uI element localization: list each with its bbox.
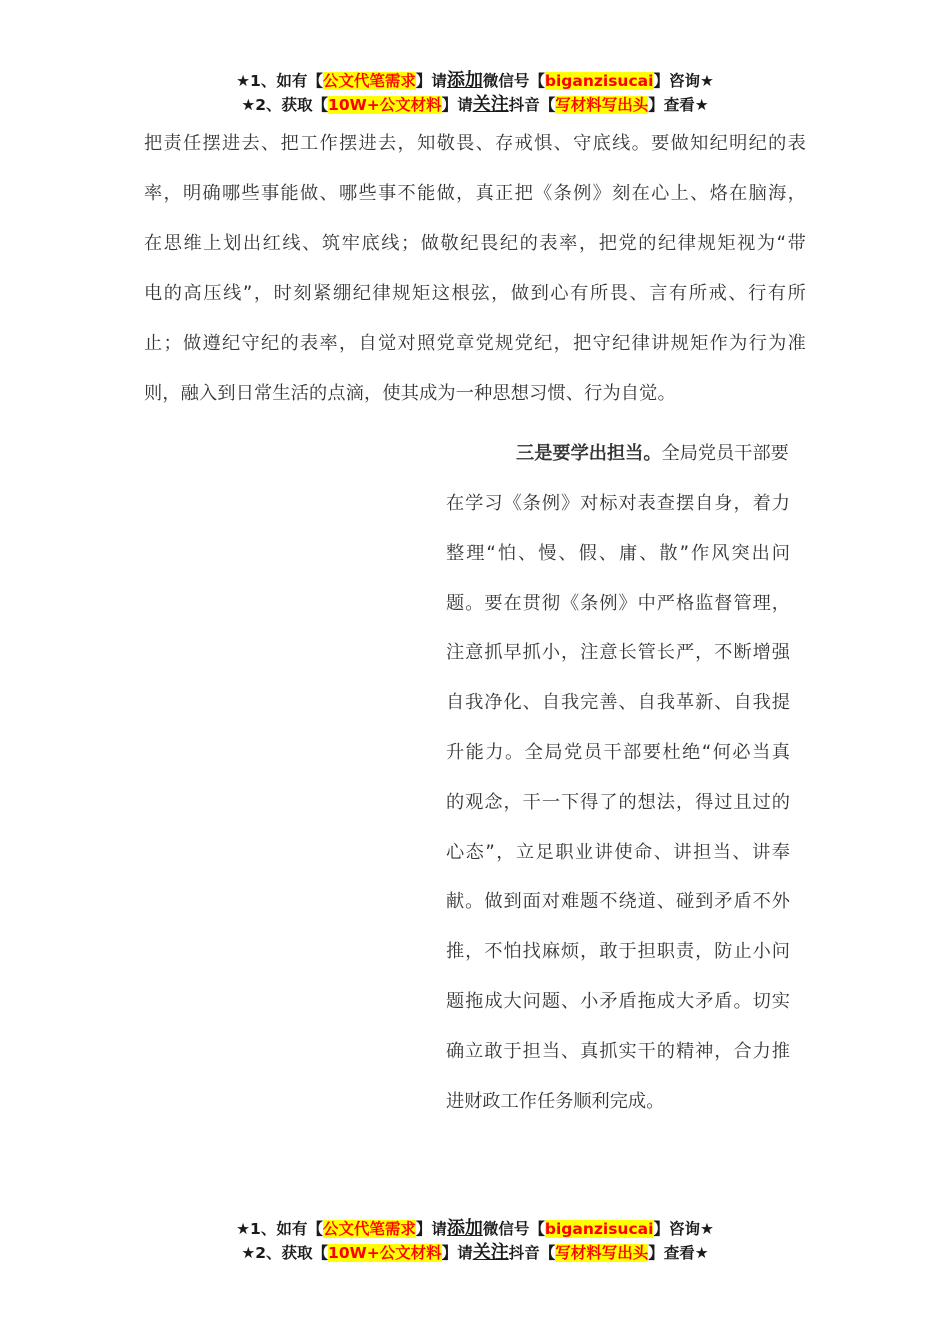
- banner-emphasis: 关注: [472, 94, 509, 115]
- banner-text: 微信号【: [482, 1220, 545, 1238]
- text-line: 全局党员干部要: [661, 443, 789, 464]
- banner-highlight: 写材料写出头: [555, 96, 649, 114]
- footer-banner: [0, 1217, 950, 1265]
- banner-highlight: 公文代笔需求: [322, 1220, 416, 1238]
- text-line: 题。要在贯彻《条例》中严格监督管理，: [446, 592, 790, 614]
- text-line: 则，融入到日常生活的点滴，使其成为一种思想习惯、行为自觉。: [144, 383, 676, 404]
- banner-emphasis: 添加: [446, 70, 483, 91]
- text-line: 整理“怕、慢、假、庸、散”作风突出问: [446, 542, 790, 564]
- banner-line-1: [0, 69, 950, 93]
- text-line: 的观念，干一下得了的想法，得过且过的: [446, 791, 790, 813]
- banner-emphasis: 添加: [446, 1218, 483, 1239]
- banner-text: ★1、如有【: [236, 1220, 323, 1238]
- text-line: 注意抓早抓小，注意长管长严，不断增强: [446, 642, 790, 664]
- banner-highlight: 写材料写出头: [555, 1244, 649, 1262]
- text-line: 自我净化、自我完善、自我革新、自我提: [446, 692, 790, 714]
- banner-text: 】请: [441, 1244, 473, 1262]
- paragraph-1: [144, 131, 806, 431]
- banner-text: 抖音【: [508, 1244, 556, 1262]
- paragraph-2: [446, 491, 790, 1138]
- section-heading-line: [516, 441, 806, 467]
- header-banner: [0, 69, 950, 117]
- text-line: 率，明确哪些事能做、哪些事不能做，真正把《条例》刻在心上、烙在脑海，: [144, 183, 806, 204]
- banner-text: 微信号【: [482, 72, 545, 90]
- text-line: 在学习《条例》对标对表查摆自身，着力: [446, 493, 790, 514]
- text-line: 确立敢于担当、真抓实干的精神，合力推: [446, 1040, 790, 1062]
- banner-text: ★2、获取【: [241, 1244, 329, 1262]
- text-line: 进财政工作任务顺利完成。: [446, 1090, 665, 1112]
- text-line: 题拖成大问题、小矛盾拖成大矛盾。切实: [446, 990, 790, 1012]
- banner-text: 】查看★: [648, 1244, 709, 1262]
- text-line: 止；做遵纪守纪的表率，自觉对照党章党规党纪，把守纪律讲规矩作为行为准: [144, 333, 806, 354]
- banner-line-2: [0, 1241, 950, 1265]
- banner-text: 】咨询★: [653, 1220, 714, 1238]
- banner-highlight: 10W+公文材料: [328, 1244, 442, 1262]
- banner-text: 】请: [441, 96, 473, 114]
- text-line: 献。做到面对难题不绕道、碰到矛盾不外: [446, 891, 790, 913]
- text-line: 在思维上划出红线、筑牢底线；做敬纪畏纪的表率，把党的纪律规矩视为“带: [144, 233, 806, 254]
- banner-line-2: [0, 93, 950, 117]
- banner-highlight: 公文代笔需求: [322, 72, 416, 90]
- banner-text: 】查看★: [648, 96, 709, 114]
- banner-text: 】咨询★: [653, 72, 714, 90]
- banner-highlight: biganzisucai: [544, 72, 654, 90]
- banner-text: 抖音【: [508, 96, 556, 114]
- banner-text: ★1、如有【: [236, 72, 323, 90]
- text-line: 心态”，立足职业讲使命、讲担当、讲奉: [446, 841, 790, 863]
- text-line: 电的高压线”，时刻紧绷纪律规矩这根弦，做到心有所畏、言有所戒、行有所: [144, 283, 806, 304]
- text-line: 升能力。全局党员干部要杜绝“何必当真: [446, 741, 790, 763]
- banner-highlight: 10W+公文材料: [328, 96, 442, 114]
- banner-text: 】请: [415, 1220, 447, 1238]
- section-heading: 三是要学出担当。: [516, 443, 662, 464]
- text-line: 推，不怕找麻烦，敢于担职责，防止小问: [446, 941, 790, 963]
- banner-highlight: biganzisucai: [544, 1220, 654, 1238]
- banner-line-1: [0, 1217, 950, 1241]
- banner-text: 】请: [415, 72, 447, 90]
- banner-text: ★2、获取【: [241, 96, 329, 114]
- banner-emphasis: 关注: [472, 1242, 509, 1263]
- text-line: 把责任摆进去、把工作摆进去，知敬畏、存戒惧、守底线。要做知纪明纪的表: [144, 133, 806, 154]
